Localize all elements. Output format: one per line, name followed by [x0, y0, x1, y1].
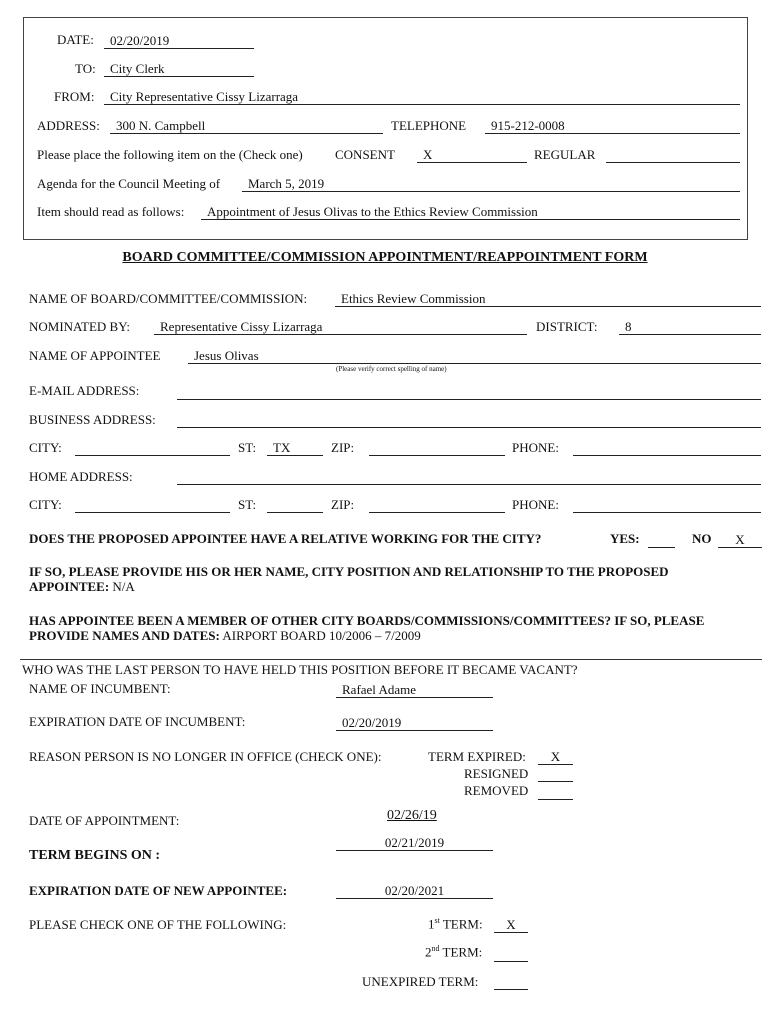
- to-field[interactable]: City Clerk: [104, 61, 254, 77]
- home-zip-label: ZIP:: [331, 497, 355, 512]
- relative-no-checkbox[interactable]: X: [718, 532, 762, 548]
- incumbent-expiration-field[interactable]: 02/20/2019: [336, 715, 493, 731]
- last-person-question: WHO WAS THE LAST PERSON TO HAVE HELD THIS POSITION BEFORE IT BECAME VACANT?: [22, 662, 578, 677]
- home-address-label: HOME ADDRESS:: [29, 469, 133, 484]
- to-label: TO:: [75, 61, 96, 76]
- appointment-date-value[interactable]: 02/26/19: [387, 808, 437, 823]
- if-so-answer: N/A: [112, 579, 135, 594]
- business-address-field[interactable]: [177, 412, 761, 428]
- term-begins-label: TERM BEGINS ON :: [29, 848, 161, 863]
- business-address-label: BUSINESS ADDRESS:: [29, 412, 156, 427]
- consent-checkbox[interactable]: X: [417, 147, 527, 163]
- member-answer: AIRPORT BOARD 10/2006 – 7/2009: [222, 628, 421, 643]
- consent-label: CONSENT: [335, 147, 395, 162]
- verify-spelling-note: (Please verify correct spelling of name): [336, 365, 447, 373]
- date-label: DATE:: [57, 32, 94, 47]
- removed-checkbox[interactable]: [538, 784, 573, 800]
- agenda-date-field[interactable]: March 5, 2019: [242, 176, 740, 192]
- incumbent-name-label: NAME OF INCUMBENT:: [29, 681, 171, 696]
- address-label: ADDRESS:: [37, 118, 100, 133]
- telephone-label: TELEPHONE: [391, 118, 467, 133]
- district-label: DISTRICT:: [536, 319, 598, 334]
- reason-label: REASON PERSON IS NO LONGER IN OFFICE (CHECK ONE):: [29, 749, 382, 764]
- appointee-field[interactable]: Jesus Olivas: [188, 348, 761, 364]
- home-phone-field[interactable]: [573, 497, 761, 513]
- email-field[interactable]: [177, 384, 761, 400]
- incumbent-expiration-label: EXPIRATION DATE OF INCUMBENT:: [29, 714, 246, 729]
- form-title: BOARD COMMITTEE/COMMISSION APPOINTMENT/REAPPOINTMENT FORM: [122, 250, 648, 265]
- district-field[interactable]: 8: [619, 319, 761, 335]
- home-zip-field[interactable]: [369, 497, 505, 513]
- business-phone-field[interactable]: [573, 440, 761, 456]
- nominated-label: NOMINATED BY:: [29, 319, 130, 334]
- resigned-checkbox[interactable]: [538, 766, 573, 782]
- incumbent-name-field[interactable]: Rafael Adame: [336, 682, 493, 698]
- relative-yes-checkbox[interactable]: [648, 532, 675, 548]
- removed-label: REMOVED: [464, 783, 529, 798]
- new-expiration-field[interactable]: 02/20/2021: [336, 883, 493, 899]
- business-phone-label: PHONE:: [512, 440, 559, 455]
- business-state-label: ST:: [238, 440, 257, 455]
- second-term-label: 2nd TERM:: [425, 944, 483, 960]
- if-so-question-line1: IF SO, PLEASE PROVIDE HIS OR HER NAME, CITY POSITION AND RELATIONSHIP TO THE PROPOSED: [29, 564, 669, 579]
- agenda-label: Agenda for the Council Meeting of: [37, 176, 221, 191]
- home-phone-label: PHONE:: [512, 497, 559, 512]
- if-so-question-line2: [29, 579, 135, 595]
- relative-no-label: NO: [692, 531, 712, 546]
- business-city-field[interactable]: [75, 440, 230, 456]
- item-read-field[interactable]: Appointment of Jesus Olivas to the Ethics Review Commission: [201, 204, 740, 220]
- business-state-field[interactable]: TX: [267, 440, 323, 456]
- board-label: NAME OF BOARD/COMMITTEE/COMMISSION:: [29, 291, 308, 306]
- term-begins-field[interactable]: 02/21/2019: [336, 835, 493, 851]
- resigned-label: RESIGNED: [464, 766, 529, 781]
- relative-question: DOES THE PROPOSED APPOINTEE HAVE A RELATIVE WORKING FOR THE CITY?: [29, 531, 542, 546]
- business-city-label: CITY:: [29, 440, 62, 455]
- home-city-label: CITY:: [29, 497, 62, 512]
- business-zip-field[interactable]: [369, 440, 505, 456]
- from-label: FROM:: [54, 89, 95, 104]
- if-so-appointee-label: APPOINTEE:: [29, 579, 110, 594]
- unexpired-term-label: UNEXPIRED TERM:: [362, 974, 479, 989]
- place-item-text: Please place the following item on the (Check one): [37, 147, 303, 162]
- member-question-line1: HAS APPOINTEE BEEN A MEMBER OF OTHER CITY BOARDS/COMMISSIONS/COMMITTEES? IF SO, PLEASE: [29, 613, 705, 628]
- business-zip-label: ZIP:: [331, 440, 355, 455]
- unexpired-term-checkbox[interactable]: [494, 974, 528, 990]
- member-names-dates-label: PROVIDE NAMES AND DATES:: [29, 628, 220, 643]
- board-field[interactable]: Ethics Review Commission: [335, 291, 761, 307]
- nominated-field[interactable]: Representative Cissy Lizarraga: [154, 319, 527, 335]
- item-read-label: Item should read as follows:: [37, 204, 185, 219]
- from-field[interactable]: City Representative Cissy Lizarraga: [104, 89, 740, 105]
- term-expired-label: TERM EXPIRED:: [428, 749, 526, 764]
- date-field[interactable]: 02/20/2019: [104, 33, 254, 49]
- section-divider: [20, 659, 762, 660]
- new-expiration-label: EXPIRATION DATE OF NEW APPOINTEE:: [29, 883, 288, 898]
- address-field[interactable]: 300 N. Campbell: [110, 118, 383, 134]
- home-state-label: ST:: [238, 497, 257, 512]
- home-state-field[interactable]: [267, 497, 323, 513]
- first-term-checkbox[interactable]: X: [494, 917, 528, 933]
- telephone-field[interactable]: 915-212-0008: [485, 118, 740, 134]
- second-term-checkbox[interactable]: [494, 946, 528, 962]
- member-question-line2: [29, 628, 421, 644]
- term-expired-checkbox[interactable]: X: [538, 749, 573, 765]
- regular-label: REGULAR: [534, 147, 596, 162]
- home-address-field[interactable]: [177, 469, 761, 485]
- first-term-label: 1st TERM:: [428, 916, 483, 932]
- relative-yes-label: YES:: [610, 531, 640, 546]
- check-one-label: PLEASE CHECK ONE OF THE FOLLOWING:: [29, 917, 287, 932]
- home-city-field[interactable]: [75, 497, 230, 513]
- appointee-label: NAME OF APPOINTEE: [29, 348, 161, 363]
- regular-checkbox[interactable]: [606, 147, 740, 163]
- email-label: E-MAIL ADDRESS:: [29, 383, 140, 398]
- appointment-date-label: DATE OF APPOINTMENT:: [29, 813, 180, 828]
